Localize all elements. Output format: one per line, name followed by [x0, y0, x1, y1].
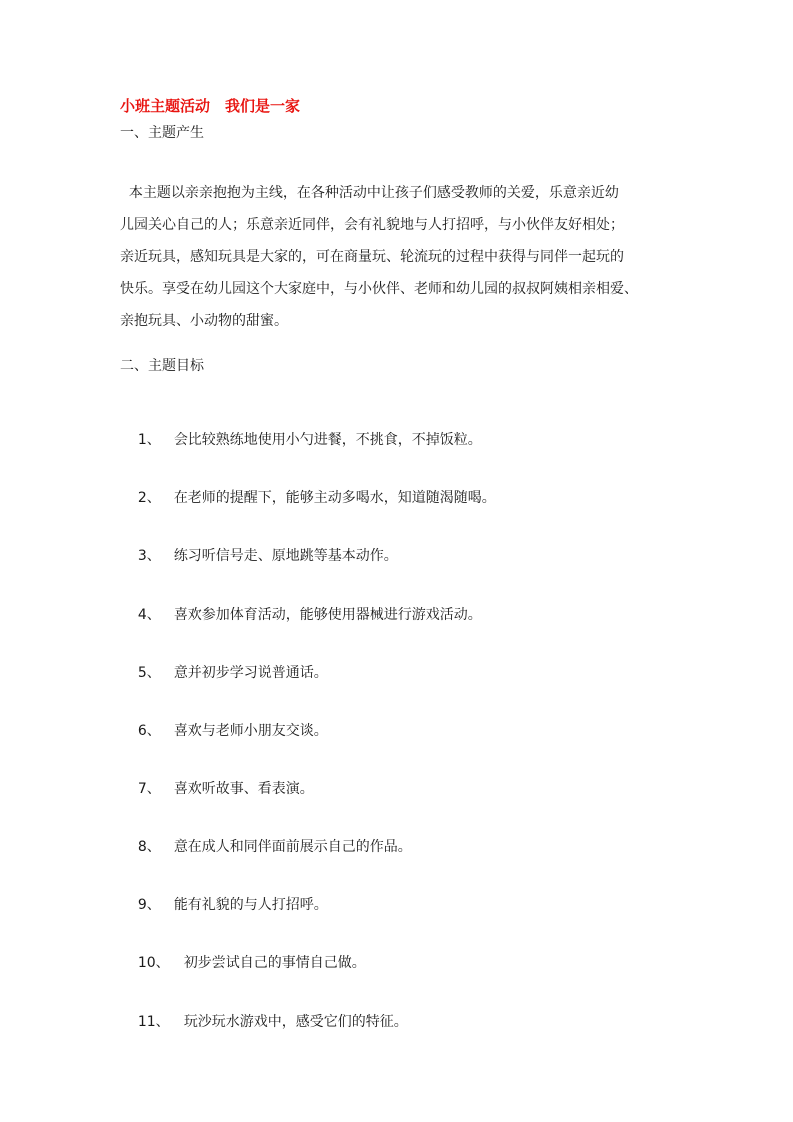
goal-number: 4、 [137, 607, 161, 623]
goal-number: 2、 [137, 490, 161, 506]
section-heading-goals: 二、主题目标 [120, 358, 204, 374]
goal-item [120, 995, 408, 1047]
goal-number: 6、 [137, 723, 161, 739]
goal-text: 初步尝试自己的事情自己做。 [183, 955, 366, 971]
intro-line: 快乐。享受在幼儿园这个大家庭中，与小伙伴、老师和幼儿园的叔叔阿姨相亲相爱、 [120, 281, 638, 297]
document-title: 小班主题活动 我们是一家 [120, 97, 301, 115]
goal-item [120, 646, 328, 698]
goal-item [120, 936, 366, 988]
goal-item [120, 820, 412, 872]
goal-number: 8、 [137, 839, 161, 855]
goal-number: 9、 [137, 897, 161, 913]
intro-line: 亲抱玩具、小动物的甜蜜。 [120, 313, 288, 329]
goal-text: 能有礼貌的与人打招呼。 [173, 897, 328, 913]
goal-number: 11、 [137, 1014, 170, 1030]
goal-text: 喜欢与老师小朋友交谈。 [173, 723, 328, 739]
intro-line: 亲近玩具，感知玩具是大家的，可在商量玩、轮流玩的过程中获得与同伴一起玩的 [120, 249, 624, 265]
intro-paragraph [120, 177, 685, 337]
goal-item [120, 762, 314, 814]
goal-text: 练习听信号走、原地跳等基本动作。 [173, 548, 398, 564]
goal-number: 1、 [137, 432, 161, 448]
goal-item [120, 529, 398, 581]
goal-text: 喜欢听故事、看表演。 [173, 781, 314, 797]
section-heading-origin: 一、主题产生 [120, 125, 204, 141]
goal-text: 会比较熟练地使用小勺进餐，不挑食，不掉饭粒。 [173, 432, 482, 448]
goal-item [120, 588, 482, 640]
goal-text: 喜欢参加体育活动，能够使用器械进行游戏活动。 [173, 607, 482, 623]
goal-item [120, 471, 496, 523]
goal-item [120, 878, 328, 930]
goal-item [120, 413, 482, 465]
goal-number: 7、 [137, 781, 161, 797]
goal-text: 在老师的提醒下，能够主动多喝水，知道随渴随喝。 [173, 490, 496, 506]
goal-item [120, 704, 328, 756]
goal-number: 3、 [137, 548, 161, 564]
goal-text: 玩沙玩水游戏中，感受它们的特征。 [183, 1014, 408, 1030]
intro-line: 本主题以亲亲抱抱为主线，在各种活动中让孩子们感受教师的关爱，乐意亲近幼 [120, 185, 619, 201]
goal-number: 10、 [137, 955, 170, 971]
goal-number: 5、 [137, 665, 161, 681]
goal-text: 意并初步学习说普通话。 [173, 665, 328, 681]
goal-text: 意在成人和同伴面前展示自己的作品。 [173, 839, 412, 855]
intro-line: 儿园关心自己的人；乐意亲近同伴，会有礼貌地与人打招呼，与小伙伴友好相处； [120, 217, 624, 233]
